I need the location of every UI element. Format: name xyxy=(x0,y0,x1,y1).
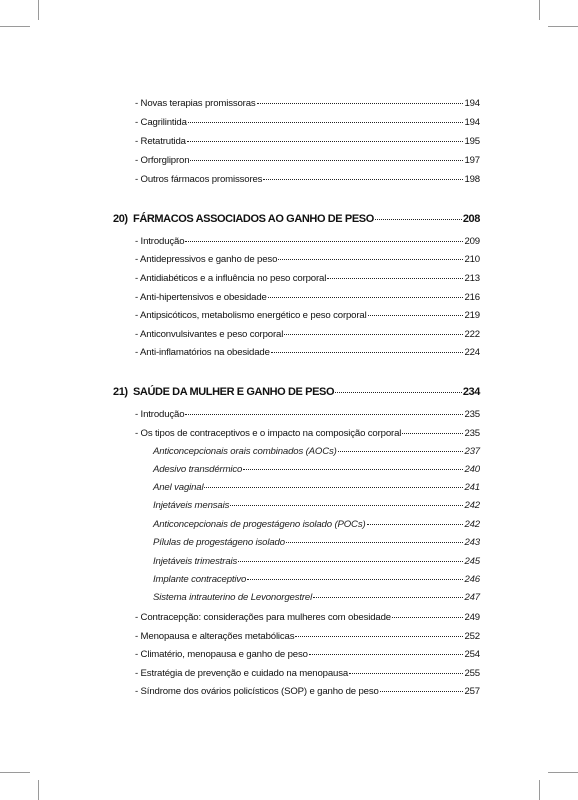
toc-title: SAÚDE DA MULHER E GANHO DE PESO xyxy=(133,386,335,398)
toc-title: - Síndrome dos ovários policísticos (SOP) e ganho de peso xyxy=(135,686,379,697)
toc-title: FÁRMACOS ASSOCIADOS AO GANHO DE PESO xyxy=(133,213,374,225)
toc-entry xyxy=(153,574,480,586)
toc-page-number: 198 xyxy=(464,174,480,185)
toc-page-number: 235 xyxy=(464,428,480,439)
dot-leader xyxy=(247,578,463,580)
toc-title: Anticoncepcionais de progestágeno isolado (POCs) xyxy=(153,519,366,530)
toc-entry xyxy=(135,155,480,167)
toc-title: - Introdução xyxy=(135,236,185,247)
dot-leader xyxy=(271,351,464,353)
toc-entry xyxy=(153,556,480,568)
toc-title: - Outros fármacos promissores xyxy=(135,174,263,185)
toc-title: Injetáveis mensais xyxy=(153,500,230,511)
dot-leader xyxy=(286,541,464,543)
toc-entry xyxy=(135,174,480,186)
toc-entry xyxy=(135,428,480,440)
toc-page-number: 257 xyxy=(464,686,480,697)
toc-title: Anel vaginal xyxy=(153,482,204,493)
crop-mark xyxy=(539,780,540,800)
toc-entry xyxy=(153,500,480,512)
dot-leader xyxy=(338,450,464,452)
toc-title: - Cagrilintida xyxy=(135,117,187,128)
toc-entry xyxy=(135,668,480,680)
crop-mark xyxy=(548,772,578,773)
dot-leader xyxy=(188,121,464,123)
toc-entry xyxy=(135,236,480,248)
toc-entry xyxy=(135,310,480,322)
toc-title: - Menopausa e alterações metabólicas xyxy=(135,631,295,642)
toc-entry xyxy=(135,686,480,698)
toc-title: Anticoncepcionais orais combinados (AOCs) xyxy=(153,446,337,457)
dot-leader xyxy=(392,616,463,618)
toc-entry xyxy=(135,136,480,148)
dot-leader xyxy=(295,635,463,637)
toc-title: - Antidepressivos e ganho de peso xyxy=(135,254,278,265)
toc-title: Implante contraceptivo xyxy=(153,574,247,585)
toc-chapter xyxy=(113,386,480,398)
toc-page-number: 224 xyxy=(464,347,480,358)
toc-page-number: 197 xyxy=(464,155,480,166)
dot-leader xyxy=(368,314,464,316)
toc-page-number: 242 xyxy=(464,500,480,511)
toc-page-number: 241 xyxy=(464,482,480,493)
toc-page-number: 254 xyxy=(464,649,480,660)
toc-title: - Climatério, menopausa e ganho de peso xyxy=(135,649,308,660)
toc-page-number: 209 xyxy=(464,236,480,247)
crop-mark xyxy=(38,0,39,20)
crop-mark xyxy=(0,26,30,27)
toc-page-number: 247 xyxy=(464,592,480,603)
toc-title: - Os tipos de contraceptivos e o impacto na composição corporal xyxy=(135,428,402,439)
toc-title: Pílulas de progestágeno isolado xyxy=(153,537,285,548)
chapter-number: 20) xyxy=(113,213,128,225)
toc-page-number: 210 xyxy=(464,254,480,265)
toc-page-number: 234 xyxy=(462,386,480,398)
dot-leader xyxy=(278,258,463,260)
crop-mark xyxy=(38,780,39,800)
toc-title: - Anti-inflamatórios na obesidade xyxy=(135,347,270,358)
dot-leader xyxy=(185,240,463,242)
toc-title: Adesivo transdérmico xyxy=(153,464,243,475)
chapter-number: 21) xyxy=(113,386,128,398)
toc-title: - Anticonvulsivantes e peso corporal xyxy=(135,329,284,340)
toc-page-number: 243 xyxy=(464,537,480,548)
toc-page-number: 246 xyxy=(464,574,480,585)
toc-entry xyxy=(135,409,480,421)
dot-leader xyxy=(204,486,463,488)
toc-chapter xyxy=(113,213,480,225)
toc-title: - Anti-hipertensivos e obesidade xyxy=(135,292,267,303)
toc-title: - Orforglipron xyxy=(135,155,190,166)
toc-entry xyxy=(135,347,480,359)
toc-page-number: 252 xyxy=(464,631,480,642)
dot-leader xyxy=(313,596,463,598)
dot-leader xyxy=(349,672,463,674)
dot-leader xyxy=(375,218,462,220)
toc-title: - Retatrutida xyxy=(135,136,186,147)
dot-leader xyxy=(243,468,463,470)
dot-leader xyxy=(187,140,464,142)
toc-entry xyxy=(153,537,480,549)
toc-entry xyxy=(135,292,480,304)
toc-page-number: 242 xyxy=(464,519,480,530)
dot-leader xyxy=(309,653,464,655)
dot-leader xyxy=(327,277,463,279)
toc-title: - Contracepção: considerações para mulheres com obesidade xyxy=(135,612,391,623)
toc-page-number: 245 xyxy=(464,556,480,567)
toc-entry xyxy=(135,612,480,624)
toc-page-number: 194 xyxy=(464,98,480,109)
toc-entry xyxy=(135,273,480,285)
toc-page-number: 195 xyxy=(464,136,480,147)
toc-entry xyxy=(135,254,480,266)
toc-entry xyxy=(135,649,480,661)
toc-page-number: 235 xyxy=(464,409,480,420)
toc-title: - Novas terapias promissoras xyxy=(135,98,256,109)
dot-leader xyxy=(380,690,464,692)
toc-title: - Introdução xyxy=(135,409,185,420)
toc-entry xyxy=(153,519,480,531)
toc-title: - Antipsicóticos, metabolismo energético e peso corporal xyxy=(135,310,367,321)
dot-leader xyxy=(335,391,462,393)
toc-entry xyxy=(153,464,480,476)
toc-entry xyxy=(153,592,480,604)
dot-leader xyxy=(263,178,463,180)
toc-page-number: 216 xyxy=(464,292,480,303)
toc-entry xyxy=(135,329,480,341)
toc-page-number: 237 xyxy=(464,446,480,457)
toc-entry xyxy=(153,482,480,494)
toc-entry xyxy=(135,117,480,129)
toc-entry xyxy=(153,446,480,458)
toc-page-number: 249 xyxy=(464,612,480,623)
toc-page-number: 219 xyxy=(464,310,480,321)
toc-entry xyxy=(135,631,480,643)
dot-leader xyxy=(268,296,464,298)
toc-page-number: 255 xyxy=(464,668,480,679)
toc-entry xyxy=(135,98,480,110)
toc-title: Sistema intrauterino de Levonorgestrel xyxy=(153,592,313,603)
crop-mark xyxy=(548,26,578,27)
toc-page-number: 222 xyxy=(464,329,480,340)
toc-page-number: 213 xyxy=(464,273,480,284)
dot-leader xyxy=(238,560,463,562)
dot-leader xyxy=(367,523,464,525)
toc-page-number: 240 xyxy=(464,464,480,475)
toc-title: - Antidiabéticos e a influência no peso corporal xyxy=(135,273,327,284)
toc-title: - Estratégia de prevenção e cuidado na menopausa xyxy=(135,668,349,679)
dot-leader xyxy=(185,413,463,415)
toc-page-number: 194 xyxy=(464,117,480,128)
crop-mark xyxy=(539,0,540,20)
dot-leader xyxy=(230,504,463,506)
dot-leader xyxy=(190,159,463,161)
crop-mark xyxy=(0,772,30,773)
toc-page-number: 208 xyxy=(462,213,480,225)
toc-title: Injetáveis trimestrais xyxy=(153,556,238,567)
dot-leader xyxy=(284,333,463,335)
dot-leader xyxy=(257,102,464,104)
dot-leader xyxy=(402,432,463,434)
